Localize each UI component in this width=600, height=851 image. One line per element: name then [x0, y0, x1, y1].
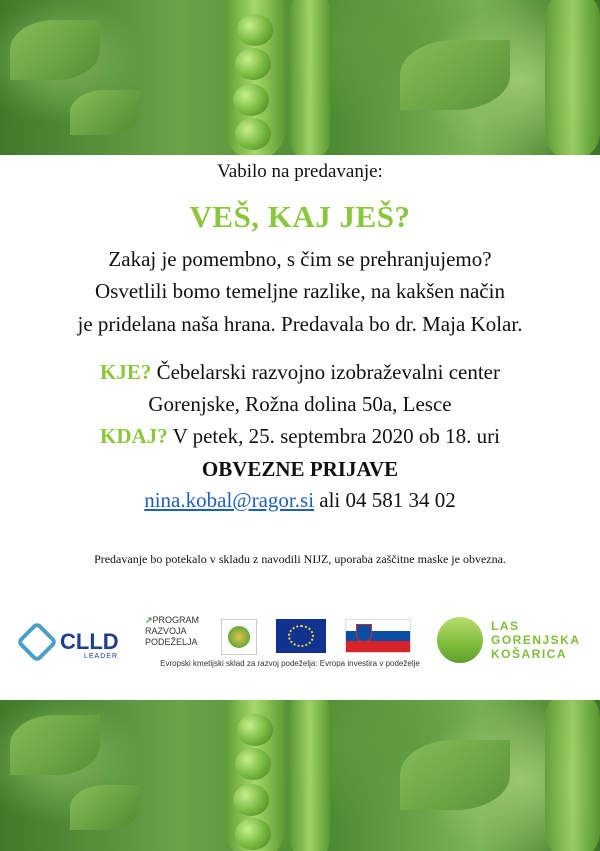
description-line-2: je pridelana naša hrana. Predavala bo dr. Maja Kolar. [77, 312, 523, 336]
leaf-shape [70, 90, 140, 135]
where-label: KJE? [99, 360, 152, 384]
leaf-shape [400, 740, 510, 810]
pea-pod [290, 700, 330, 851]
pea [235, 818, 271, 850]
date-line [0, 424, 600, 449]
pea-pod [545, 0, 600, 155]
program-arrow-icon: ↗ [145, 615, 153, 625]
clld-text: CLLD [60, 629, 119, 654]
pea-pod-photo-top [0, 0, 600, 155]
fund-caption: Evropski kmetijski sklad za razvoj podeželja: Evropa investira v podeželje [160, 659, 420, 668]
pea-pod [545, 700, 600, 851]
leaf-shape [10, 715, 100, 775]
las-logo [437, 617, 597, 667]
contact-line [0, 488, 600, 513]
las-line-3: KOŠARICA [491, 647, 568, 661]
event-title: VEŠ, KAJ JEŠ? [189, 199, 411, 234]
slovenia-crest [356, 624, 372, 642]
eu-flag-icon [276, 619, 326, 653]
location-line-1 [0, 360, 600, 385]
las-text [491, 619, 581, 661]
location-text-1: Čebelarski razvojno izobraževalni center [156, 360, 500, 384]
las-line-2: GORENJSKA [491, 633, 581, 647]
registration-notice: OBVEZNE PRIJAVE [201, 457, 399, 481]
phone-number: 04 581 34 02 [345, 488, 456, 512]
program-line-1: PROGRAM [152, 615, 200, 625]
clld-mark-icon [16, 621, 58, 663]
pea-pod [290, 0, 330, 155]
pea [235, 48, 271, 80]
date-text: V petek, 25. septembra 2020 ob 18. uri [172, 424, 500, 448]
program-razvoja-logo [145, 615, 215, 648]
clld-sub: LEADER [84, 653, 119, 660]
leaf-shape [70, 785, 140, 830]
sponsor-logos [0, 615, 600, 675]
leaf-shape [10, 20, 100, 80]
program-line-2: RAZVOJA [145, 626, 187, 636]
las-line-1: LAS [491, 619, 520, 633]
pea [237, 14, 273, 46]
email-link[interactable]: nina.kobal@ragor.si [144, 488, 315, 512]
location-line-2: Gorenjske, Rožna dolina 50a, Lesce [148, 392, 452, 416]
leader-emblem [228, 626, 250, 648]
invitation-content [0, 155, 600, 700]
pea [235, 748, 271, 780]
question-text: Zakaj je pomembno, s čim se prehranjujemo? [108, 247, 492, 271]
invite-heading: Vabilo na predavanje: [217, 161, 383, 182]
pea [237, 714, 273, 746]
when-label: KDAJ? [100, 424, 168, 448]
safety-note: Predavanje bo potekalo v skladu z navodili NIJZ, uporaba zaščitne maske je obvezna. [94, 552, 506, 566]
pea-pod-photo-bottom [0, 700, 600, 851]
pea [233, 784, 269, 816]
pea [235, 118, 271, 150]
eu-stars-ring [288, 625, 314, 647]
leaf-shape [400, 40, 510, 110]
slovenia-flag-icon [345, 619, 411, 653]
las-circle-icon [437, 617, 483, 663]
description-line-1: Osvetlili bomo temeljne razlike, na kakšen način [95, 279, 505, 303]
pea [233, 84, 269, 116]
program-line-3: PODEŽELJA [145, 637, 198, 647]
contact-connector: ali [319, 488, 341, 512]
leader-logo-icon [221, 619, 257, 655]
clld-logo [22, 623, 132, 663]
